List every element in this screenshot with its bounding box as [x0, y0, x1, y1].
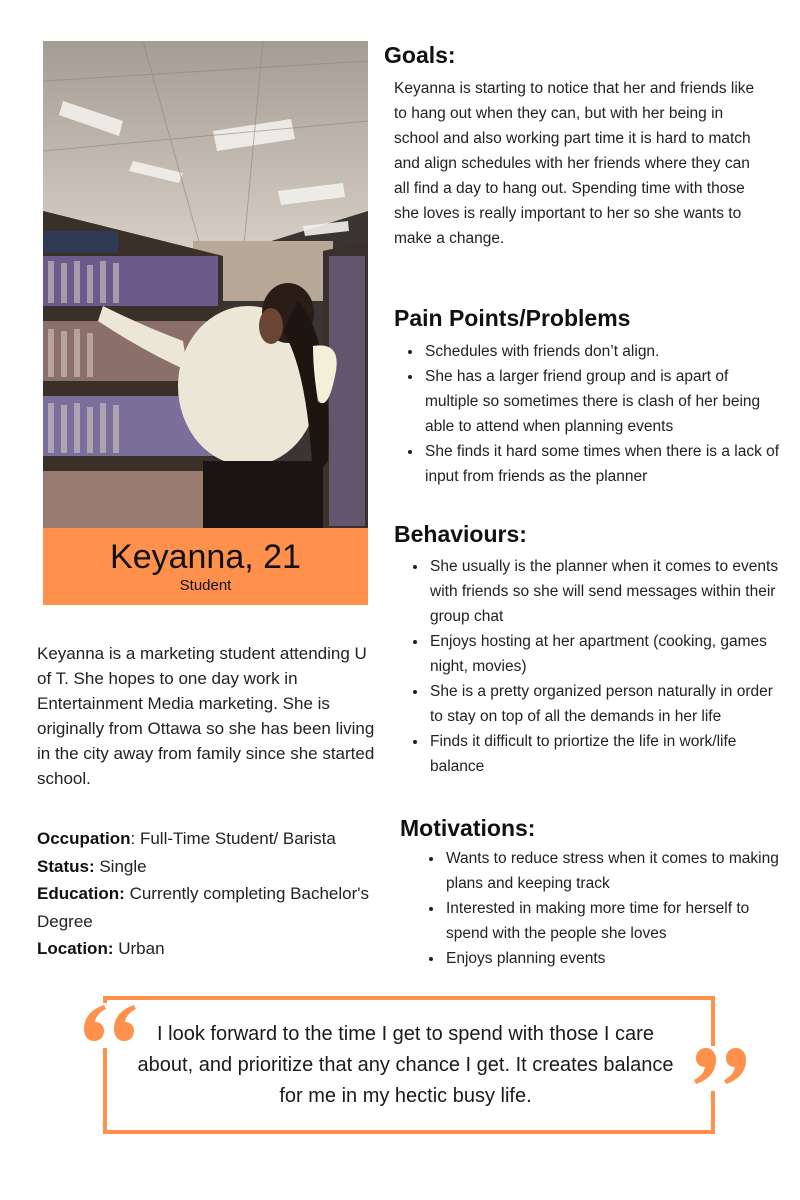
list-item: • Finds it difficult to priortize the life in work/life balance	[428, 729, 788, 779]
pain-points-list	[403, 339, 781, 489]
list-item: • Interested in making more time for herself to spend with the people she loves	[444, 896, 789, 946]
fact-education-value: Currently completing Bachelor's Degree	[37, 884, 370, 931]
list-item: • She finds it hard some times when there is a lack of input from friends as the planner	[423, 439, 781, 489]
behaviours-list	[408, 554, 788, 779]
fact-location	[37, 935, 397, 963]
motivations-heading: Motivations:	[400, 815, 536, 841]
persona-facts	[37, 825, 397, 963]
fact-status-label: Status:	[37, 856, 95, 876]
list-item: • Enjoys planning events	[444, 946, 789, 971]
fact-education	[37, 880, 397, 935]
fact-education-label: Education:	[37, 884, 125, 903]
fact-location-label: Location:	[37, 939, 114, 958]
list-item: • She is a pretty organized person naturally in order to stay on top of all the demands in her life	[428, 679, 788, 729]
list-item: • Schedules with friends don’t align.	[423, 339, 781, 364]
goals-text: Keyanna is starting to notice that her and friends like to hang out when they can, but with her being in school and also working part time it is hard to match and align schedules with her friends where they can all find a day to hang out. Spending time with those she loves is really important to her so she wants to make a change.	[394, 80, 755, 247]
persona-photo	[43, 41, 368, 528]
list-item: • She has a larger friend group and is apart of multiple so sometimes there is clash of her being able to attend when planning events	[423, 364, 781, 439]
motivations-list	[424, 846, 789, 971]
list-item: • Enjoys hosting at her apartment (cooking, games night, movies)	[428, 629, 788, 679]
fact-occupation-label: Occupation	[37, 829, 131, 848]
fact-occupation	[37, 825, 397, 853]
fact-location-value: Urban	[113, 939, 165, 958]
persona-photo-illustration	[43, 41, 368, 528]
fact-status-value: Single	[94, 856, 147, 876]
persona-banner	[43, 528, 368, 605]
persona-quote: I look forward to the time I get to spend with those I care about, and prioritize that any chance I get. It creates balance for me in my hectic busy life.	[137, 1023, 674, 1107]
behaviours-heading: Behaviours:	[394, 521, 527, 547]
close-quote-icon	[688, 1046, 752, 1091]
pain-points-heading: Pain Points/Problems	[394, 305, 631, 331]
goals-heading: Goals:	[384, 42, 456, 68]
persona-bio: Keyanna is a marketing student attending U of T. She hopes to one day work in Entertainment Media marketing. She is originally from Ottawa so she has been living in the city away from family since she started school.	[37, 644, 375, 788]
fact-occupation-value: : Full-Time Student/ Barista	[130, 829, 336, 848]
list-item: • She usually is the planner when it comes to events with friends so she will send messages within their group chat	[428, 554, 788, 629]
list-item: • Wants to reduce stress when it comes to making plans and keeping track	[444, 846, 789, 896]
persona-role: Student	[179, 577, 232, 594]
fact-status	[37, 853, 397, 881]
persona-name: Keyanna, 21	[110, 538, 301, 576]
